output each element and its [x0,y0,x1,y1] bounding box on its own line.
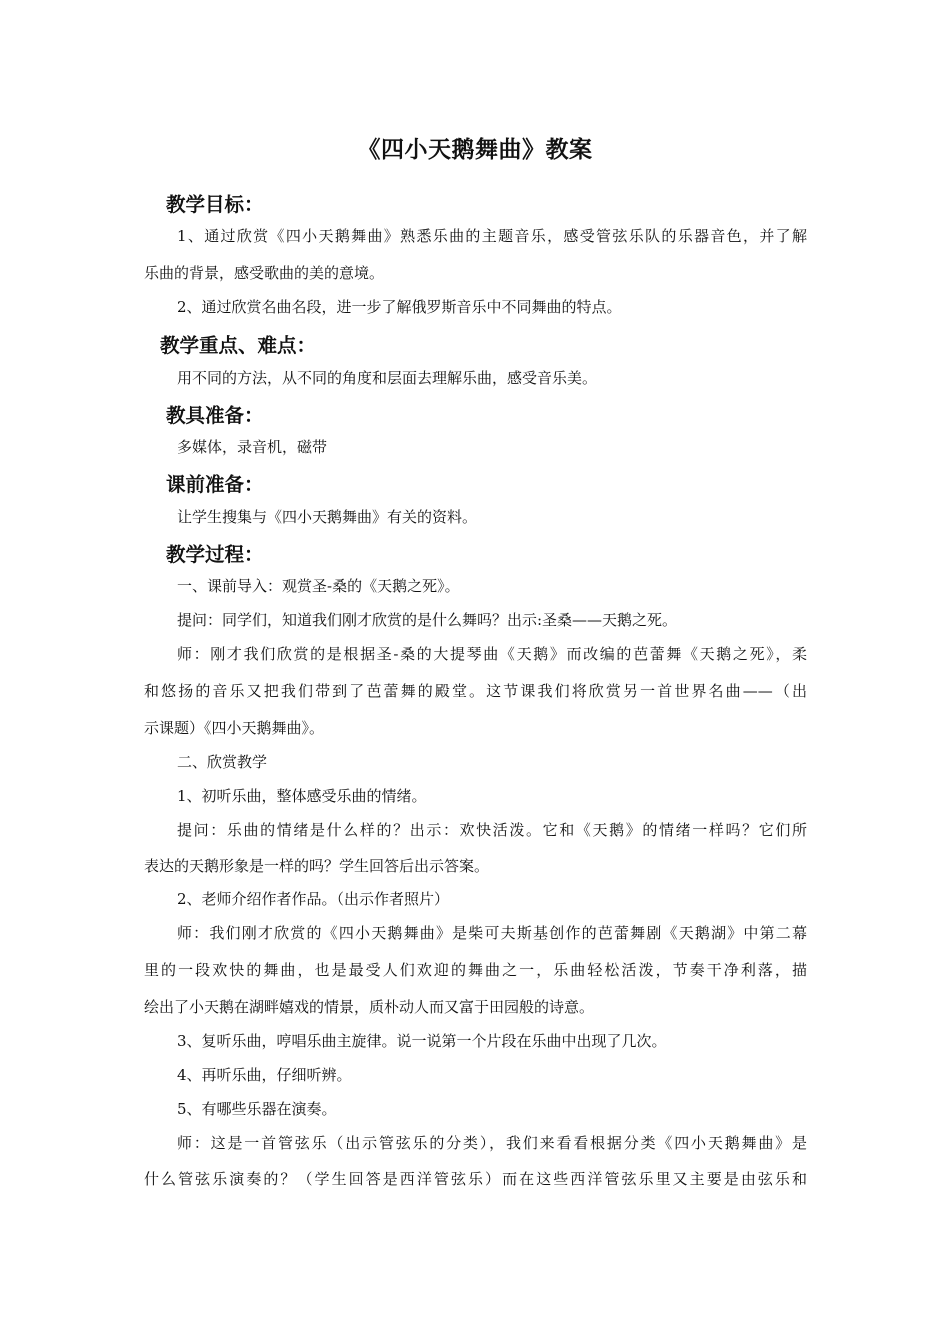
document-title: 《四小天鹅舞曲》教案 [357,137,593,163]
paragraph-line: 师：这是一首管弦乐（出示管弦乐的分类），我们来看看根据分类《四小天鹅舞曲》是 [177,1134,807,1152]
paragraph-line: 绘出了小天鹅在湖畔嬉戏的情景，质朴动人而又富于田园般的诗意。 [144,998,595,1016]
paragraph-line: 4、再听乐曲，仔细听辨。 [177,1066,352,1084]
paragraph-line: 用不同的方法，从不同的角度和层面去理解乐曲，感受音乐美。 [177,369,598,387]
paragraph-line: 让学生搜集与《四小天鹅舞曲》有关的资料。 [177,508,478,526]
paragraph-line: 和悠扬的音乐又把我们带到了芭蕾舞的殿堂。这节课我们将欣赏另一首世界名曲——（出 [144,682,807,700]
paragraph-line: 3、复听乐曲，哼唱乐曲主旋律。说一说第一个片段在乐曲中出现了几次。 [177,1032,667,1050]
paragraph-line: 师：刚才我们欣赏的是根据圣-桑的大提琴曲《天鹅》而改编的芭蕾舞《天鹅之死》，柔 [177,645,807,663]
paragraph-line: 多媒体，录音机，磁带 [177,438,328,456]
paragraph-line: 乐曲的背景，感受歌曲的美的意境。 [144,264,385,282]
paragraph-line: 1、通过欣赏《四小天鹅舞曲》熟悉乐曲的主题音乐，感受管弦乐队的乐器音色，并了解 [177,227,807,245]
paragraph-line: 二、欣赏教学 [177,753,268,771]
paragraph-line: 里的一段欢快的舞曲，也是最受人们欢迎的舞曲之一，乐曲轻松活泼，节奏干净利落，描 [144,961,807,979]
paragraph-line: 示课题）《四小天鹅舞曲》。 [144,719,325,737]
paragraph-line: 师：我们刚才欣赏的《四小天鹅舞曲》是柴可夫斯基创作的芭蕾舞剧《天鹅湖》中第二幕 [177,924,807,942]
paragraph-line: 提问：乐曲的情绪是什么样的？出示：欢快活泼。它和《天鹅》的情绪一样吗？它们所 [177,821,807,839]
paragraph-line: 5、有哪些乐器在演奏。 [177,1100,337,1118]
heading-process: 教学过程： [166,543,264,566]
paragraph-line: 2、通过欣赏名曲名段，进一步了解俄罗斯音乐中不同舞曲的特点。 [177,298,622,316]
paragraph-line: 什么管弦乐演奏的？（学生回答是西洋管弦乐）而在这些西洋管弦乐里又主要是由弦乐和 [144,1170,807,1188]
heading-key-points: 教学重点、难点： [160,334,317,357]
heading-preparation: 课前准备： [166,473,264,496]
paragraph-line: 一、课前导入：观赏圣-桑的《天鹅之死》。 [177,577,460,595]
heading-teaching-goals: 教学目标： [166,193,264,216]
heading-materials: 教具准备： [166,404,264,427]
paragraph-line: 1、初听乐曲，整体感受乐曲的情绪。 [177,787,427,805]
paragraph-line: 2、老师介绍作者作品。（出示作者照片） [177,890,450,908]
paragraph-line: 提问：同学们，知道我们刚才欣赏的是什么舞吗？出示:圣桑——天鹅之死。 [177,611,678,629]
paragraph-line: 表达的天鹅形象是一样的吗？学生回答后出示答案。 [144,857,490,875]
